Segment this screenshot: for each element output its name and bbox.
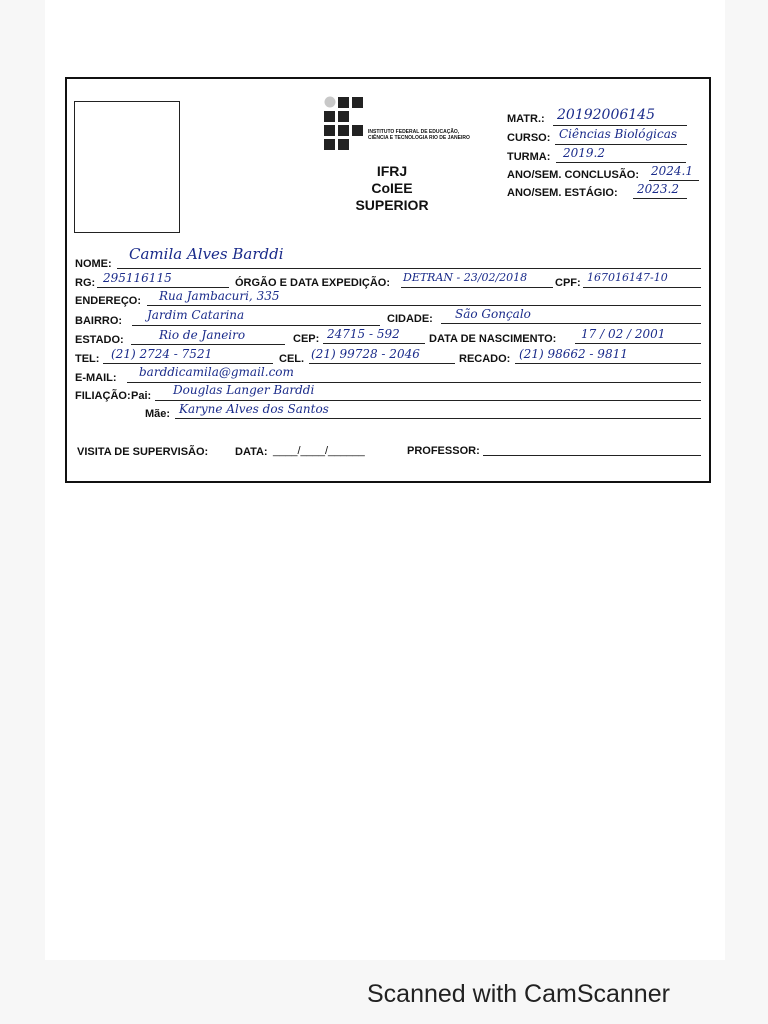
cel-label: CEL. [279, 353, 305, 365]
cpf-value: 167016147-10 [587, 271, 668, 284]
turma-label: TURMA: [507, 151, 551, 163]
curso-label: CURSO: [507, 132, 551, 144]
recado-line [515, 363, 701, 364]
turma-line [556, 162, 686, 163]
visita-data-blank: ____/____/______ [273, 445, 365, 457]
nome-label: NOME: [75, 258, 112, 270]
recado-value: (21) 98662 - 9811 [519, 347, 628, 361]
cidade-line [441, 323, 701, 324]
mae-value: Karyne Alves dos Santos [179, 402, 329, 416]
curso-value: Ciências Biológicas [559, 127, 678, 141]
conclusao-line [649, 180, 699, 181]
pai-label: Pai: [131, 390, 152, 402]
cep-line [323, 343, 425, 344]
estado-label: ESTADO: [75, 334, 124, 346]
estagio-line [633, 198, 687, 199]
matr-line [553, 125, 687, 126]
cel-line [309, 363, 455, 364]
conclusao-value: 2024.1 [651, 164, 693, 178]
bairro-label: BAIRRO: [75, 315, 123, 327]
recado-label: RECADO: [459, 353, 511, 365]
photo-placeholder [74, 101, 180, 233]
pai-value: Douglas Langer Barddi [173, 383, 315, 397]
header-line-3: SUPERIOR [355, 197, 429, 213]
professor-line [483, 455, 701, 456]
cidade-value: São Gonçalo [455, 307, 531, 321]
estagio-value: 2023.2 [637, 182, 679, 196]
registration-card [65, 77, 711, 483]
endereco-label: ENDEREÇO: [75, 295, 142, 307]
rg-value: 295116115 [103, 271, 172, 285]
estado-line [131, 344, 285, 345]
camscanner-watermark: Scanned with CamScanner [367, 980, 670, 1008]
header-line-1: IFRJ [376, 163, 408, 179]
matr-label: MATR.: [507, 113, 545, 125]
email-value: barddicamila@gmail.com [139, 365, 294, 379]
estado-value: Rio de Janeiro [159, 328, 246, 342]
nascimento-value: 17 / 02 / 2001 [581, 327, 666, 341]
header-line-2: CoIEE [371, 180, 413, 196]
header-block [337, 163, 447, 214]
bairro-value: Jardim Catarina [147, 308, 245, 322]
cep-value: 24715 - 592 [327, 327, 400, 341]
rg-line [97, 287, 229, 288]
nascimento-label: DATA DE NASCIMENTO: [429, 333, 557, 345]
visita-data-label: DATA: [235, 446, 268, 458]
estagio-label: ANO/SEM. ESTÁGIO: [507, 187, 618, 199]
mae-label: Mãe: [145, 408, 171, 420]
orgao-line [401, 287, 553, 288]
curso-line [555, 144, 687, 145]
orgao-value: DETRAN - 23/02/2018 [403, 271, 528, 284]
nome-value: Camila Alves Barddi [129, 245, 284, 263]
endereco-value: Rua Jambacuri, 335 [159, 289, 280, 303]
cpf-line [583, 287, 701, 288]
tel-line [103, 363, 273, 364]
tel-value: (21) 2724 - 7521 [111, 347, 213, 361]
ifrj-logo [324, 96, 474, 156]
nome-line [117, 268, 701, 269]
ifrj-logo-mark [324, 96, 368, 154]
institution-name: INSTITUTO FEDERAL DE EDUCAÇÃO, CIÊNCIA E TECNOLOGIA RIO DE JANEIRO [368, 129, 470, 141]
cidade-label: CIDADE: [387, 313, 433, 325]
rg-label: RG: [75, 277, 96, 289]
cel-value: (21) 99728 - 2046 [311, 347, 420, 361]
tel-label: TEL: [75, 353, 100, 365]
endereco-line [147, 305, 701, 306]
turma-value: 2019.2 [563, 146, 605, 160]
email-label: E-MAIL: [75, 372, 117, 384]
filiacao-label: FILIAÇÃO: [75, 390, 131, 402]
nascimento-line [575, 343, 701, 344]
cpf-label: CPF: [555, 277, 581, 289]
professor-label: PROFESSOR: [407, 445, 480, 457]
conclusao-label: ANO/SEM. CONCLUSÃO: [507, 169, 639, 181]
pai-line [155, 400, 701, 401]
cep-label: CEP: [293, 333, 320, 345]
matr-value: 20192006145 [557, 107, 655, 123]
mae-line [175, 418, 701, 419]
orgao-label: ÓRGÃO E DATA EXPEDIÇÃO: [235, 277, 391, 289]
visita-label: VISITA DE SUPERVISÃO: [77, 446, 209, 458]
bairro-line [132, 325, 380, 326]
